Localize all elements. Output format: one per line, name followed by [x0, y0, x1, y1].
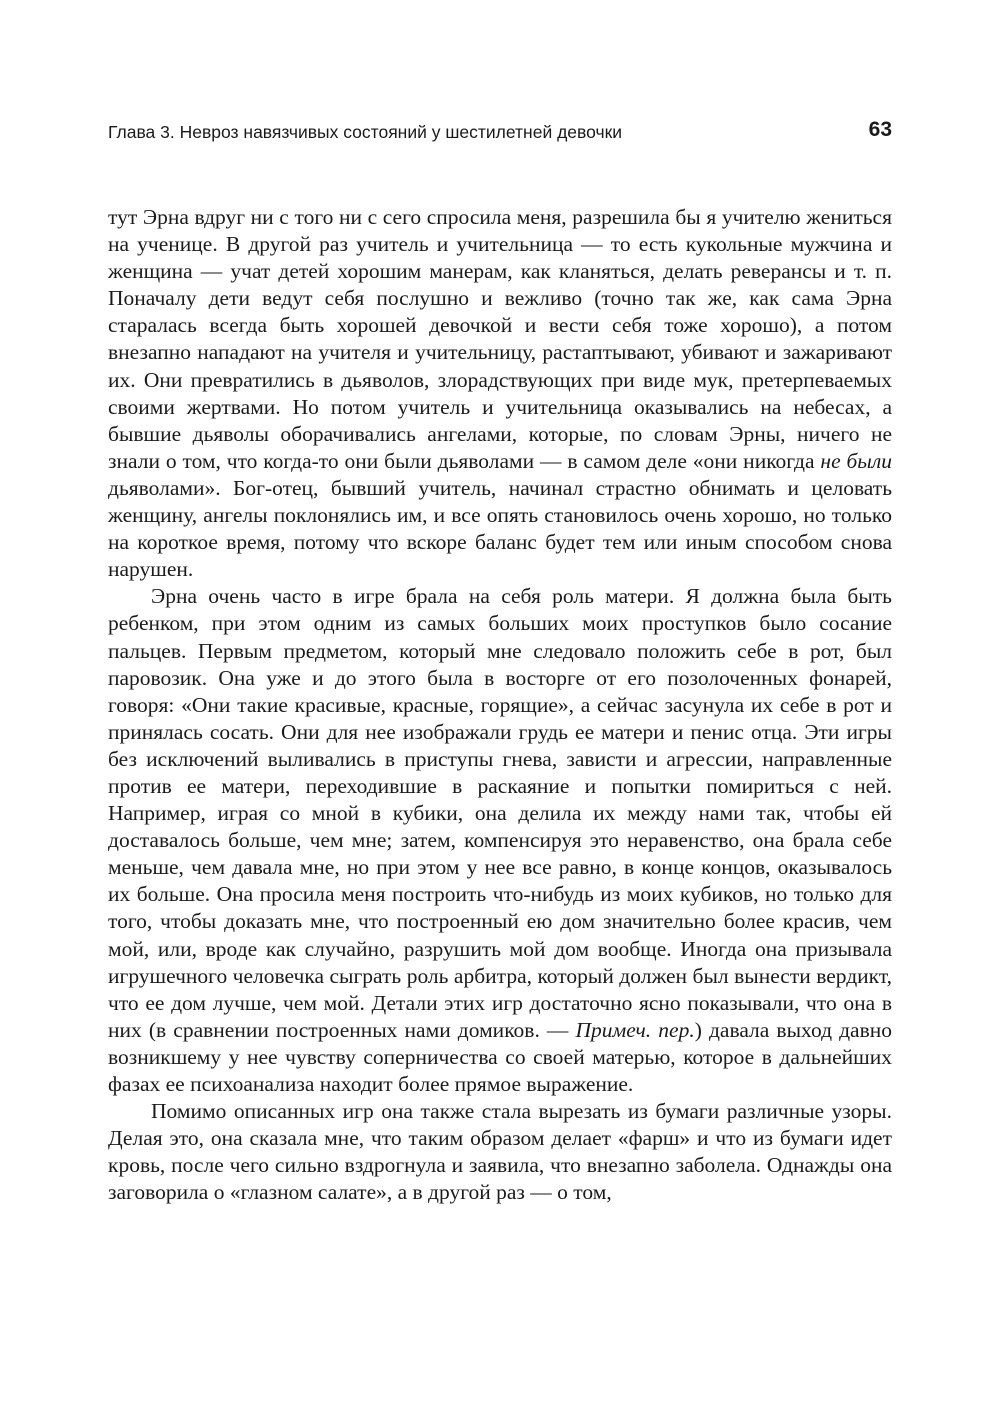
paragraph-2-part-b: ) давала выход давно возникшему у нее чувству соперничества со своей матерью, которое в дальнейших фазах ее психоанализа находит более прямое выражение.	[108, 1017, 893, 1096]
paragraph-3: Помимо описанных игр она также стала вырезать из бумаги различные узоры. Делая это, она сказала мне, что таким образом делает «фарш» и что из бумаги идет кровь, после чего сильно вздрогнула и заявила, что внезапно заболела. Однажды она заговорила о «глазном салате», а в другой раз — о том,	[108, 1099, 892, 1205]
paragraph-2-emphasis: Примеч. пер.	[575, 1017, 695, 1042]
running-head	[108, 118, 892, 148]
chapter-title: Глава 3. Невроз навязчивых состояний у шестилетней девочки	[108, 122, 623, 142]
paragraph-1	[108, 204, 892, 583]
paragraph-2-part-a: Эрна очень часто в игре брала на себя роль матери. Я должна была быть ребенком, при этом одним из самых больших моих проступков было сосание пальцев. Первым предметом, который мне следовало положить себе в рот, был паровозик. Она уже и до этого была в восторге от его позолоченных фонарей, говоря: «Они такие красивые, красные, горящие», а сейчас засунула их себе в рот и принялась сосать. Они для нее изображали грудь ее матери и пенис отца. Эти игры без исключений выливались в приступы гнева, зависти и агрессии, направленные против ее матери, переходившие в раскаяние и попытки помириться с ней. Например, играя со мной в кубики, она делила их между нами так, чтобы ей доставалось больше, чем мне; затем, компенсируя это неравенство, она брала себе меньше, чем давала мне, но при этом у нее все равно, в конце концов, оказывалось их больше. Она просила меня построить что-нибудь из моих кубиков, но только для того, чтобы доказать мне, что построенный ею дом значительно более красив, чем мой, или, вроде как случайно, разрушить мой дом вообще. Иногда она призывала игрушечного человечка сыграть роль арбитра, который должен был вынести вердикт, что ее дом лучше, чем мой. Детали этих игр достаточно ясно показывали, что она в них (в сравнении построенных нами домиков. —	[108, 584, 892, 1042]
page-number: 63	[868, 118, 892, 141]
paragraph-1-emphasis: не были	[820, 448, 892, 473]
paragraph-1-part-b: дьяволами». Бог-отец, бывший учитель, начинал страстно обнимать и целовать женщину, ангелы поклонялись им, и все опять становилось очень хорошо, но только на короткое время, потому что вскоре баланс будет тем или иным способом снова нарушен.	[108, 475, 892, 582]
paragraph-2	[108, 583, 892, 1098]
body-text	[108, 204, 892, 1206]
paragraph-1-part-a: тут Эрна вдруг ни с того ни с сего спросила меня, разрешила бы я учителю жениться на ученице. В другой раз учитель и учительница — то есть кукольные мужчина и женщина — учат детей хорошим манерам, как кланяться, делать реверансы и т. п. Поначалу дети ведут себя послушно и вежливо (точно так же, как сама Эрна старалась всегда быть хорошей девочкой и вести себя тоже хорошо), а потом внезапно нападают на учителя и учительницу, растаптывают, убивают и зажаривают их. Они превратились в дьяволов, злорадствующих при виде мук, претерпеваемых своими жертвами. Но потом учитель и учительница оказывались на небесах, а бывшие дьяволы оборачивались ангелами, которые, по словам Эрны, ничего не знали о том, что когда-то они были дьяволами — в самом деле «они никогда	[108, 205, 892, 473]
